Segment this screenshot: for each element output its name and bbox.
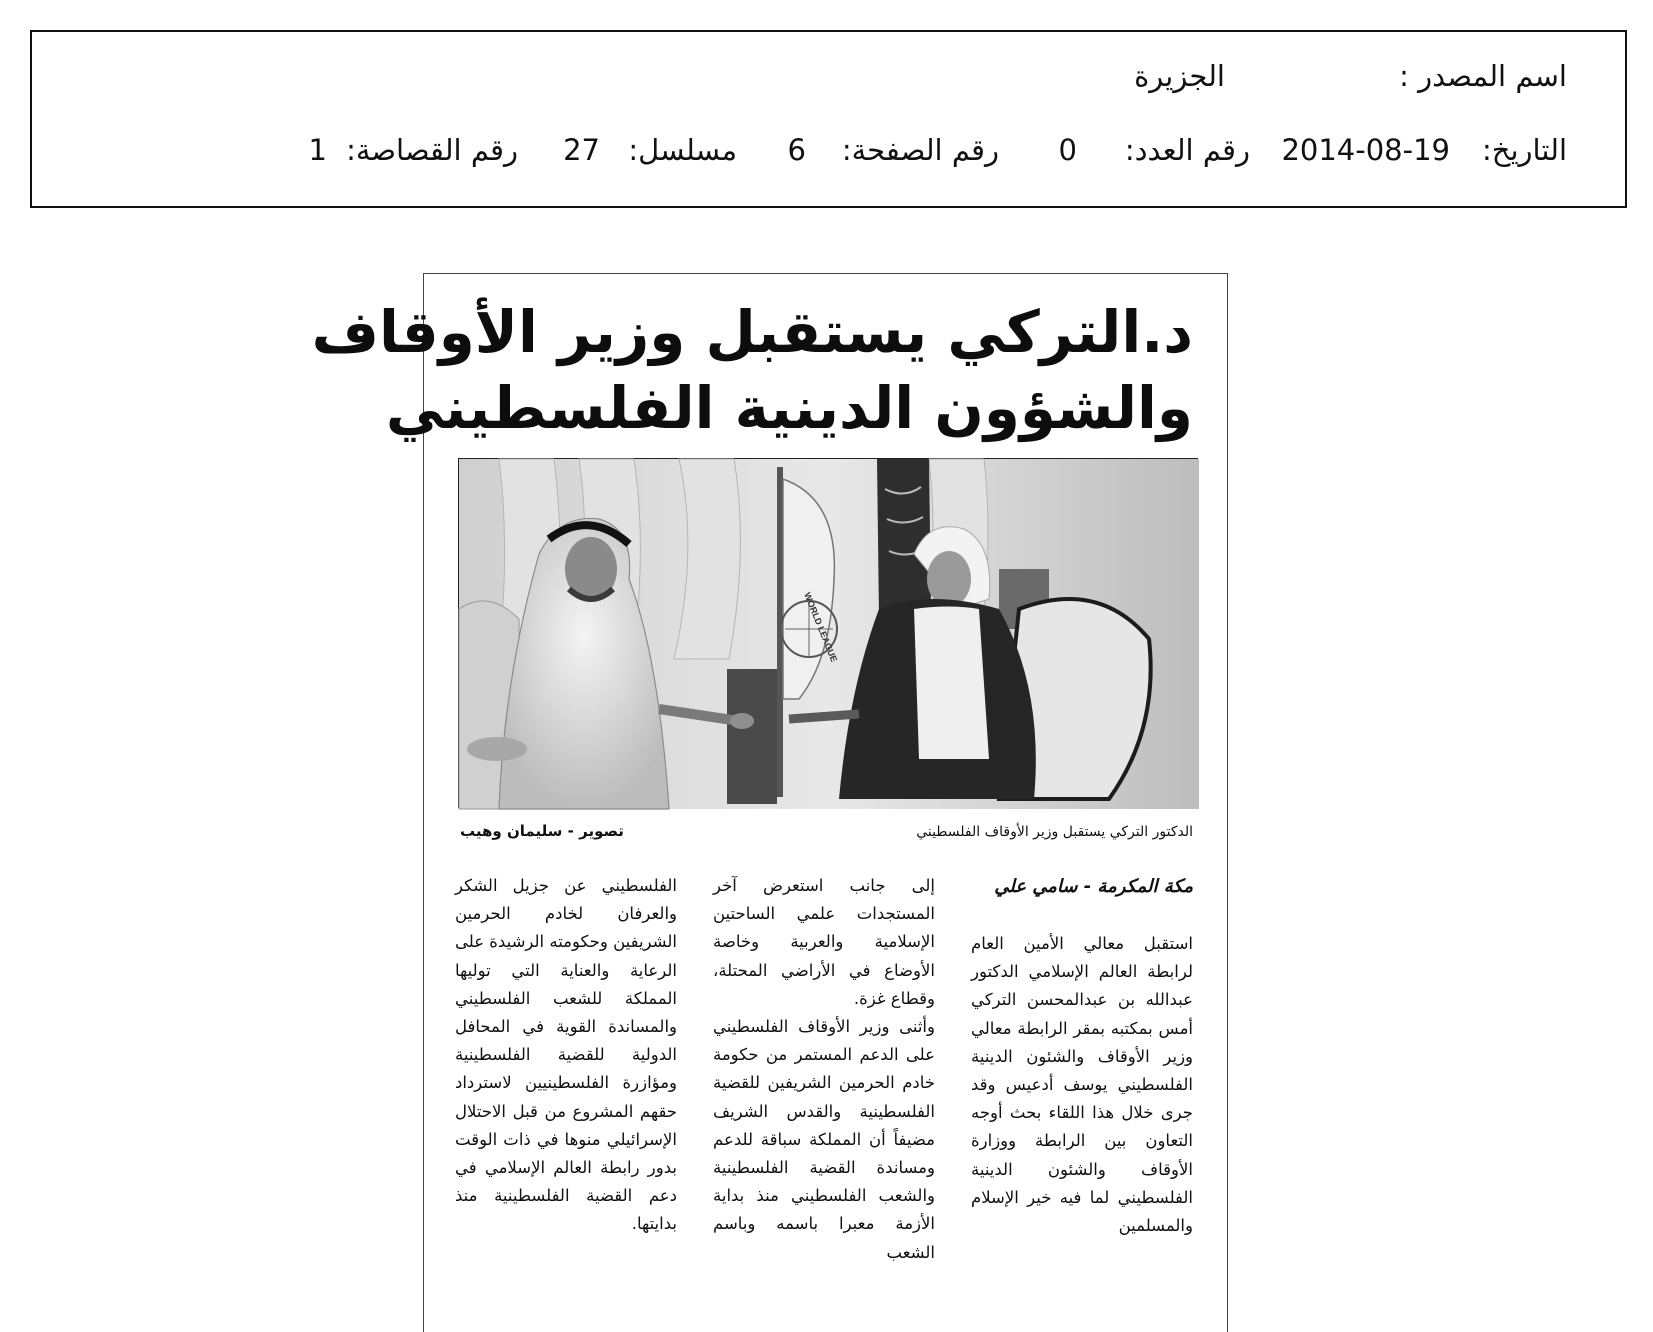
column-2-paragraph-2: وأثنى وزير الأوقاف الفلسطيني على الدعم المستمر من حكومة خادم الحرمين الشريفين للقضية الفلسطينية والقدس الشريف مضيفاً أن المملكة سباقة للدعم ومساندة القضية الفلسطينية والشعب الفلسطيني منذ بداية الأزمة معبرا باسمه وباسم الشعب <box>713 1017 935 1262</box>
issue-label: رقم العدد: <box>1124 133 1250 167</box>
source-label: اسم المصدر : <box>1399 59 1567 93</box>
serial-value: 27 <box>563 133 600 167</box>
serial-label: مسلسل: <box>628 133 737 167</box>
details-row <box>32 128 1625 172</box>
issue-value: 0 <box>1058 133 1077 167</box>
article-column-2 <box>713 872 935 1267</box>
article-headline <box>312 294 1193 446</box>
newspaper-clipping <box>311 273 1228 1332</box>
page-label: رقم الصفحة: <box>841 133 999 167</box>
column-3-text: الفلسطيني عن جزيل الشكر والعرفان لخادم الحرمين الشريفين وحكومته الرشيدة على الرعاية والعناية التي توليها المملكة للشعب الفلسطيني والمساندة القوية في المحافل الدولية للقضية الفلسطينية ومؤازرة الفلسطينيين لاسترداد حقهم المشروع من قبل الاحتلال الإسرائيلي منوها في ذات الوقت بدور رابطة العالم الإسلامي في دعم القضية الفلسطينية منذ بدايتها. <box>454 876 677 1234</box>
article-byline: مكة المكرمة - سامي علي <box>994 876 1193 897</box>
headline-line-2: والشؤون الدينية الفلسطيني <box>385 374 1193 442</box>
article-column-1 <box>971 872 1193 1240</box>
photo-caption: الدكتور التركي يستقبل وزير الأوقاف الفلسطيني <box>916 824 1193 840</box>
source-row <box>32 54 1625 98</box>
article-photo <box>458 458 1198 808</box>
column-2-paragraph-1: إلى جانب استعرض آخر المستجدات علمي الساحتين الإسلامية والعربية وخاصة الأوضاع في الأراضي المحتلة، وقطاع غزة. <box>713 876 935 1008</box>
page-value: 6 <box>787 133 806 167</box>
photo-credit: تصوير - سليمان وهيب <box>460 822 624 840</box>
flag-text: WORLD LEAGUE <box>802 591 840 664</box>
metadata-box <box>30 30 1627 208</box>
source-value: الجزيرة <box>1134 59 1225 93</box>
clip-label: رقم القصاصة: <box>346 133 518 167</box>
date-value: 2014-08-19 <box>1281 133 1450 167</box>
clip-value: 1 <box>308 133 327 167</box>
article-column-3 <box>455 872 677 1239</box>
date-label: التاريخ: <box>1481 133 1567 167</box>
headline-line-1: د.التركي يستقبل وزير الأوقاف <box>311 298 1193 366</box>
column-1-text: استقبل معالي الأمين العام لرابطة العالم الإسلامي الدكتور عبدالله بن عبدالمحسن التركي أمس بمكتبه بمقر الرابطة معالي وزير الأوقاف والشئون الدينية الفلسطيني يوسف أدعيس وقد جرى خلال هذا اللقاء بحث أوجه التعاون بين الرابطة ووزارة الأوقاف والشئون الدينية الفلسطيني لما فيه خير الإسلام والمسلمين <box>971 934 1193 1236</box>
